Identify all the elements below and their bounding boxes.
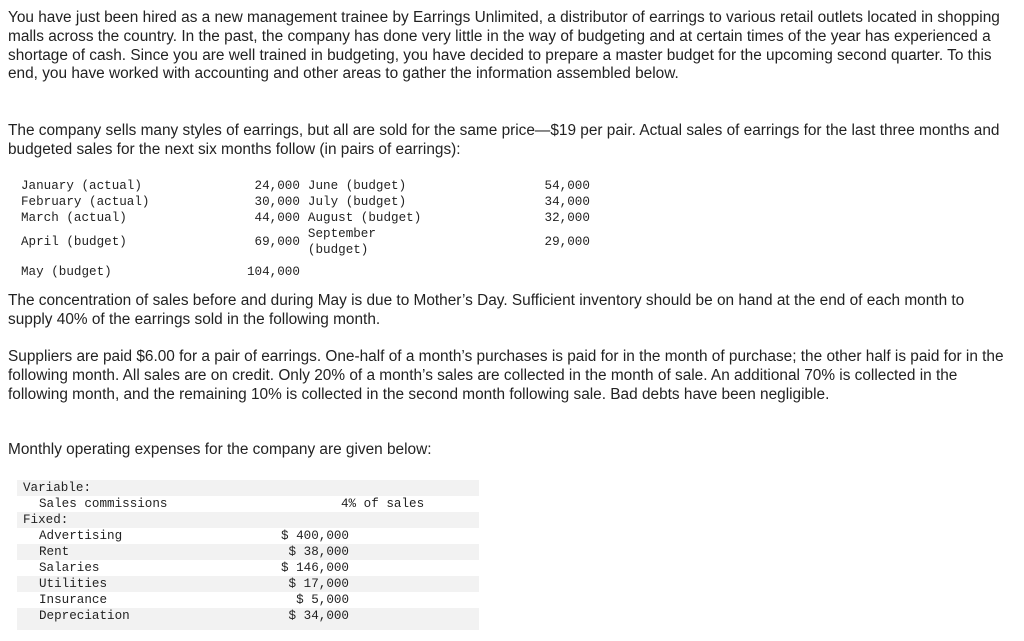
month-label: June (budget) [307, 179, 407, 193]
month-value: 24,000 [254, 179, 300, 193]
month-value: 54,000 [544, 179, 590, 193]
table-row [17, 258, 594, 280]
table-row [17, 592, 479, 608]
fixed-header: Fixed: [23, 513, 69, 527]
expense-label: Advertising [39, 529, 123, 543]
expense-value: $ 5,000 [296, 593, 349, 607]
expense-value: $ 34,000 [288, 609, 349, 623]
table-row [17, 226, 594, 258]
sales-table [17, 178, 594, 280]
month-label: January (actual) [21, 179, 142, 193]
expense-value: $ 38,000 [288, 545, 349, 559]
month-value: 34,000 [544, 195, 590, 209]
intro-paragraph: You have just been hired as a new management trainee by Earrings Unlimited, a distributor of earrings to various retail outlets located in shopping malls across the country. In the past, the company has done very little in the way of budgeting and at certain times of the year has experienced a shortage of cash. Since you are well trained in budgeting, you have decided to prepare a master budget for the upcoming second quarter. To this end, you have worked with accounting and other areas to gather the information assembled below. [8, 9, 1000, 83]
month-value: 69,000 [254, 235, 300, 249]
month-value: 104,000 [247, 265, 300, 279]
month-label: September (budget) [307, 227, 376, 257]
table-row [17, 560, 479, 576]
month-label: August (budget) [307, 211, 422, 225]
month-value: 44,000 [254, 211, 300, 225]
operating-expenses-table [17, 480, 479, 630]
month-value: 30,000 [254, 195, 300, 209]
expense-label: Depreciation [39, 609, 130, 623]
concentration-paragraph: The concentration of sales before and during May is due to Mother’s Day. Sufficient inventory should be on hand at the end of each month to supply 40% of the earrings sold in the following month. [8, 292, 965, 328]
table-row [17, 496, 479, 512]
month-label: February (actual) [21, 195, 150, 209]
expense-label: Sales commissions [39, 497, 168, 511]
expense-label: Insurance [39, 593, 108, 607]
table-row [17, 194, 594, 210]
month-label: April (budget) [21, 235, 127, 249]
expense-value: $ 17,000 [288, 577, 349, 591]
month-value: 29,000 [544, 235, 590, 249]
expense-label: Salaries [39, 561, 100, 575]
variable-header: Variable: [23, 481, 92, 495]
table-row [17, 608, 479, 624]
expense-label: Rent [39, 545, 70, 559]
table-row [17, 528, 479, 544]
expense-value: $ 400,000 [280, 529, 349, 543]
expenses-intro-paragraph: Monthly operating expenses for the company are given below: [8, 441, 432, 458]
table-row [17, 178, 594, 194]
table-row [17, 512, 479, 528]
month-label: March (actual) [21, 211, 127, 225]
month-label: May (budget) [21, 265, 112, 279]
table-row [17, 210, 594, 226]
table-row [17, 576, 479, 592]
month-value: 32,000 [544, 211, 590, 225]
month-value [502, 258, 594, 280]
table-row [17, 480, 479, 496]
expense-value: $ 146,000 [280, 561, 349, 575]
month-label: July (budget) [307, 195, 407, 209]
expense-label: Utilities [39, 577, 108, 591]
expense-value: 4% of sales [341, 497, 425, 511]
table-row [17, 544, 479, 560]
sales-intro-paragraph: The company sells many styles of earrings, but all are sold for the same price—$19 per pair. Actual sales of earrings for the last three months and budgeted sales for the next six months follow (in pairs of earrings): [8, 122, 1000, 158]
suppliers-paragraph: Suppliers are paid $6.00 for a pair of earrings. One-half of a month’s purchases is paid for in the month of purchase; the other half is paid for in the following month. All sales are on credit. Only 20% of a month’s sales are collected in the month of sale. An additional 70% is collected in the following month, and the remaining 10% is collected in the second month following sale. Bad debts have been negligible. [8, 348, 1004, 403]
month-label [304, 258, 502, 280]
